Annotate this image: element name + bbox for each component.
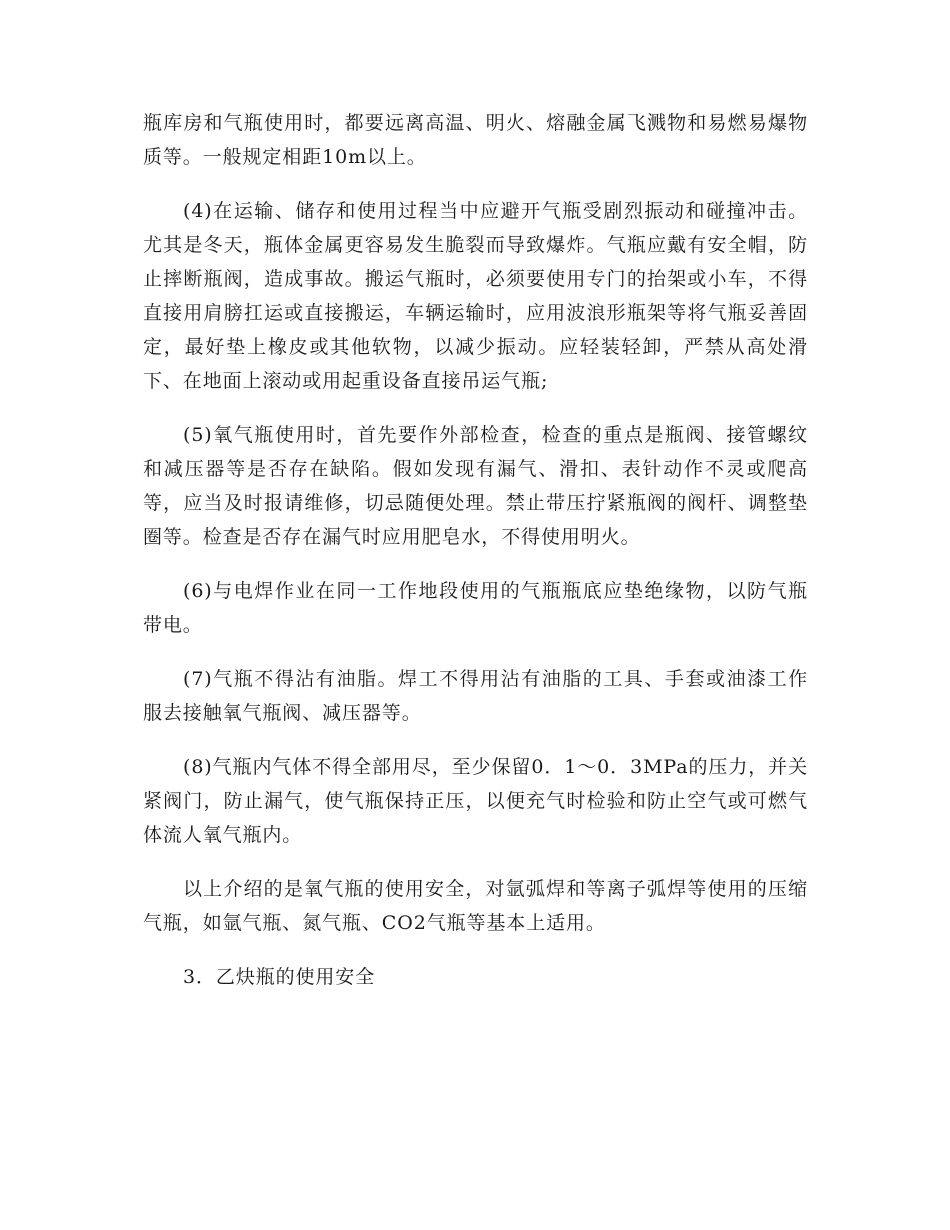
- paragraph-item-5: (5)氧气瓶使用时，首先要作外部检查，检查的重点是瓶阀、接管螺纹和减压器等是否存在缺陷。假如发现有漏气、滑扣、表针动作不灵或爬高等，应当及时报请维修，切忌随便处理。禁止带压拧紧瓶阀的阀杆、调整垫圈等。检查是否存在漏气时应用肥皂水，不得使用明火。: [143, 424, 808, 548]
- paragraph-item-6: (6)与电焊作业在同一工作地段使用的气瓶瓶底应垫绝缘物，以防气瓶带电。: [143, 580, 808, 636]
- paragraph-item-4: (4)在运输、储存和使用过程当中应避开气瓶受剧烈振动和碰撞冲击。尤其是冬天，瓶体金属更容易发生脆裂而导致爆炸。气瓶应戴有安全帽，防止摔断瓶阀，造成事故。搬运气瓶时，必须要使用专门的抬架或小车，不得直接用肩膀扛运或直接搬运，车辆运输时，应用波浪形瓶架等将气瓶妥善固定，最好垫上橡皮或其他软物，以减少振动。应轻装轻卸，严禁从高处滑下、在地面上滚动或用起重设备直接吊运气瓶;: [143, 200, 808, 392]
- paragraph-item-8: (8)气瓶内气体不得全部用尽，至少保留0．1～0．3MPa的压力，并关紧阀门，防止漏气，使气瓶保持正压，以便充气时检验和防止空气或可燃气体流人氧气瓶内。: [143, 756, 808, 846]
- paragraph-item-7: (7)气瓶不得沾有油脂。焊工不得用沾有油脂的工具、手套或油漆工作服去接触氧气瓶阀、减压器等。: [143, 668, 808, 724]
- paragraph-summary: 以上介绍的是氧气瓶的使用安全，对氩弧焊和等离子弧焊等使用的压缩气瓶，如氩气瓶、氮气瓶、CO2气瓶等基本上适用。: [143, 878, 808, 934]
- document-body: [143, 106, 808, 994]
- section-heading: 3．乙炔瓶的使用安全: [183, 966, 376, 988]
- paragraph-continuation: 瓶库房和气瓶使用时，都要远离高温、明火、熔融金属飞溅物和易燃易爆物质等。一般规定相距10m以上。: [143, 112, 808, 168]
